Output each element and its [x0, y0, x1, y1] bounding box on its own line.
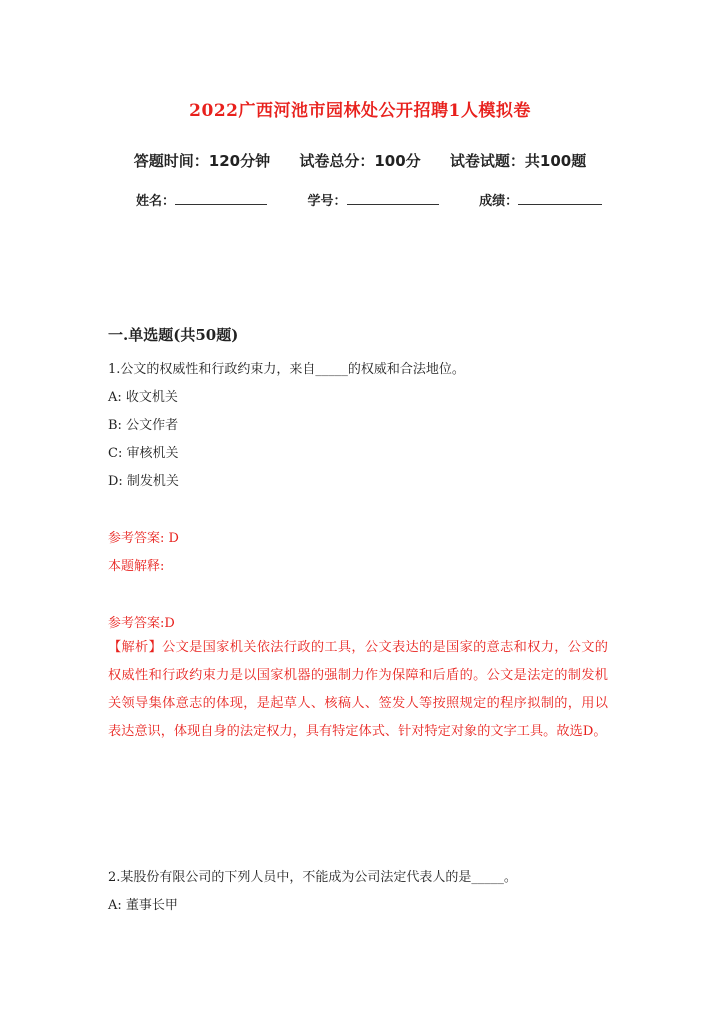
student-fields — [136, 190, 602, 209]
score-label: 成绩： — [479, 194, 519, 209]
exam-total-questions: 试卷试题：共100题 — [449, 152, 587, 170]
option-a: A: 董事长甲 — [108, 898, 178, 913]
name-field — [136, 190, 267, 209]
answer-label: 参考答案: D — [108, 531, 179, 546]
score-blank — [518, 192, 602, 205]
student-id-label: 学号： — [307, 194, 347, 209]
option-c: C: 审核机关 — [108, 446, 179, 461]
score-field — [479, 190, 602, 209]
explanation-label: 本题解释: — [108, 559, 165, 574]
page-title: 2022广西河池市园林处公开招聘1人模拟卷 — [189, 101, 531, 121]
explanation-text: 【解析】公文是国家机关依法行政的工具，公文表达的是国家的意志和权力，公文的权威性和行政约束力是以国家机器的强制力作为保障和后盾的。公文是法定的制发机关领导集体意志的体现，是起草人、核稿人、签发人等按照规定的程序拟制的，用以表达意识，体现自身的法定权力，具有特定体式、针对特定对象的文字工具。故选D。 — [108, 640, 608, 739]
exam-total-score: 试卷总分：100分 — [299, 152, 421, 170]
section-heading: 一.单选题(共50题) — [108, 326, 239, 344]
student-id-field — [308, 190, 439, 209]
option-a: A: 收文机关 — [108, 390, 178, 405]
question-stem: 2.某股份有限公司的下列人员中，不能成为公司法定代表人的是_____。 — [108, 870, 517, 885]
exam-time: 答题时间：120分钟 — [133, 152, 271, 170]
answer-label-2: 参考答案:D — [108, 616, 175, 631]
option-d: D: 制发机关 — [108, 474, 179, 489]
option-b: B: 公文作者 — [108, 418, 179, 433]
question-stem: 1.公文的权威性和行政约束力，来自_____的权威和合法地位。 — [108, 362, 465, 377]
student-id-blank — [347, 192, 439, 205]
name-blank — [175, 192, 267, 205]
exam-info — [0, 150, 720, 171]
name-label: 姓名： — [136, 194, 176, 209]
